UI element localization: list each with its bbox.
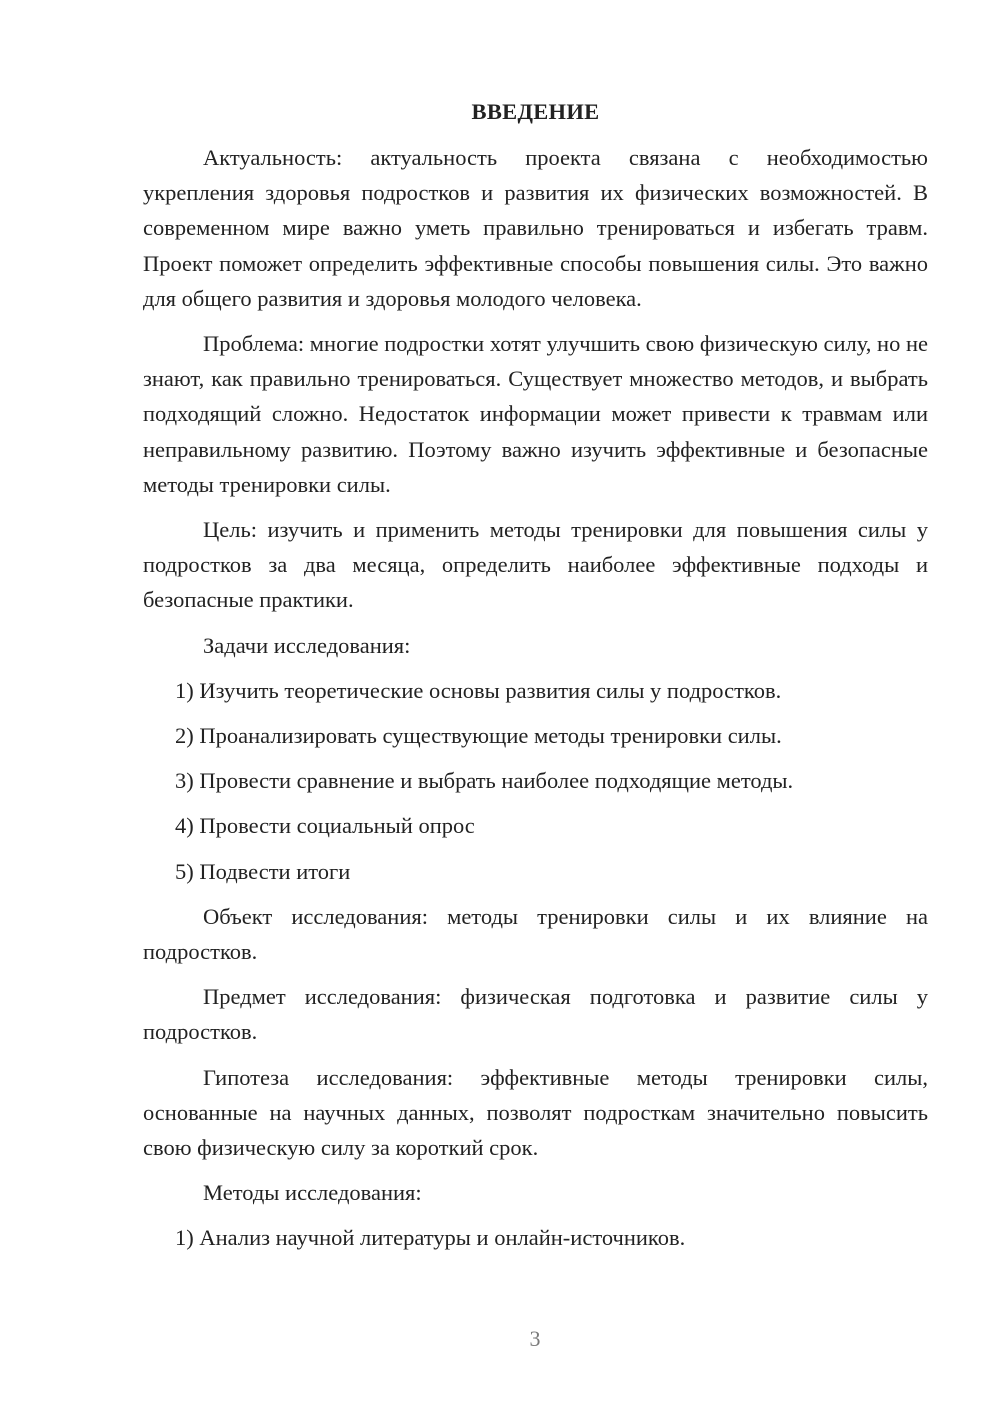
list-item-method-1: 1) Анализ научной литературы и онлайн-источников. xyxy=(175,1225,686,1251)
list-item-task-3: 3) Провести сравнение и выбрать наиболее подходящие методы. xyxy=(175,768,794,794)
tasks-list xyxy=(143,673,928,889)
document-page xyxy=(143,96,928,1266)
paragraph-subject: Предмет исследования: физическая подготовка и развитие силы у подростков. xyxy=(143,984,928,1045)
list-item-task-5: 5) Подвести итоги xyxy=(175,858,351,884)
paragraph-hypothesis: Гипотеза исследования: эффективные методы тренировки силы, основанные на научных данных, позволят подросткам значительно повысить свою физическую силу за короткий срок. xyxy=(143,1064,928,1161)
page-title: ВВЕДЕНИЕ xyxy=(471,99,600,124)
paragraph-object: Объект исследования: методы тренировки силы и их влияние на подростков. xyxy=(143,903,928,965)
page-number: 3 xyxy=(529,1326,541,1351)
tasks-heading: Задачи исследования: xyxy=(203,632,411,658)
paragraph-problem: Проблема: многие подростки хотят улучшить свою физическую силу, но не знают, как правильно тренироваться. Существует множество методов, и выбрать подходящий сложно. Недостаток информации может привести к травмам или неправильному развитию. Поэтому важно изучить эффективные и безопасные методы тренировки силы. xyxy=(143,331,928,497)
paragraph-goal: Цель: изучить и применить методы тренировки для повышения силы у подростков за два месяца, определить наиболее эффективные подходы и безопасные практики. xyxy=(143,517,928,613)
methods-list xyxy=(143,1220,928,1255)
list-item-task-2: 2) Проанализировать существующие методы тренировки силы. xyxy=(175,723,782,749)
list-item-task-4: 4) Провести социальный опрос xyxy=(175,813,475,839)
paragraph-relevance: Актуальность: актуальность проекта связана с необходимостью укрепления здоровья подростков и развития их физических возможностей. В современном мире важно уметь правильно тренироваться и избегать травм. Проект поможет определить эффективные способы повышения силы. Это важно для общего развития и здоровья молодого человека. xyxy=(143,145,928,311)
methods-heading: Методы исследования: xyxy=(203,1180,422,1206)
list-item-task-1: 1) Изучить теоретические основы развития силы у подростков. xyxy=(175,677,782,703)
